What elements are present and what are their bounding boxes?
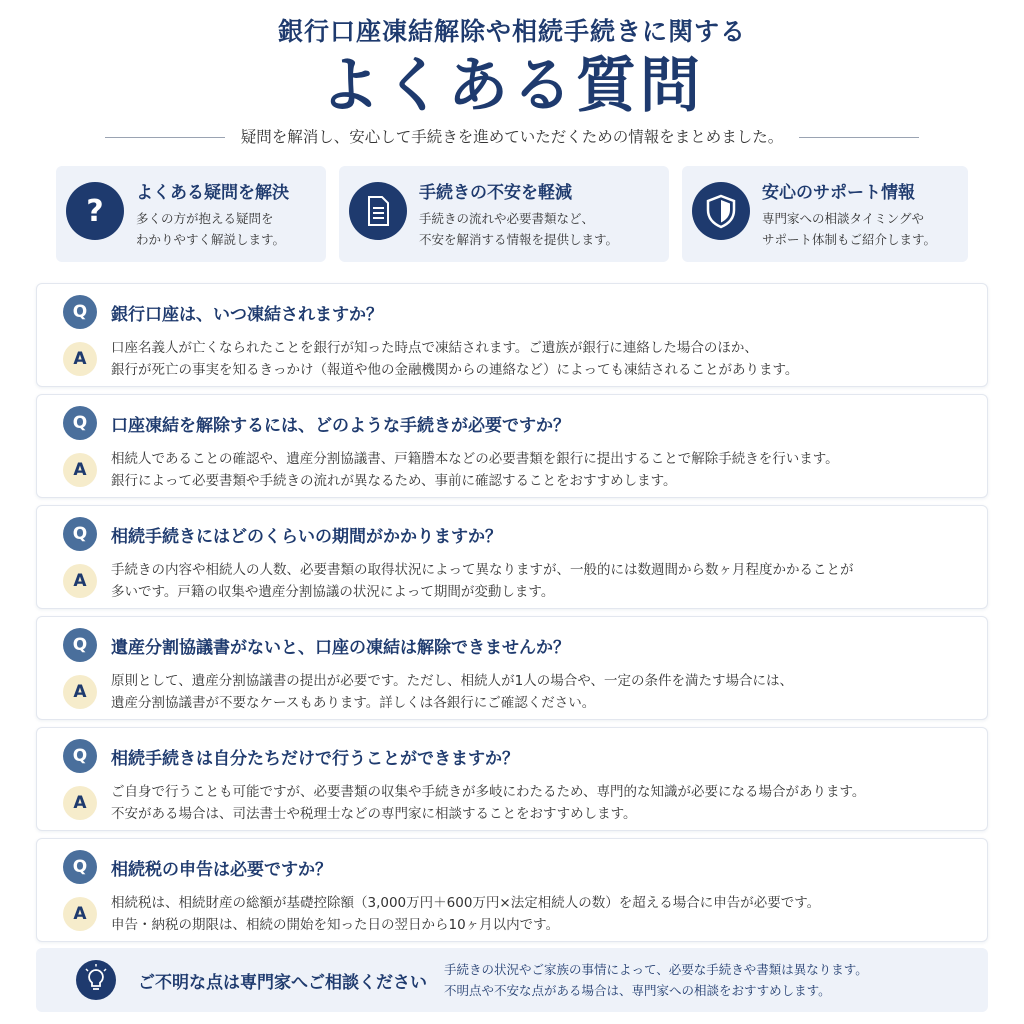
faq-item xyxy=(36,394,988,498)
feature-desc: 多くの方が抱える疑問を わかりやすく解説します。 xyxy=(136,211,286,247)
faq-question: 相続手続きにはどのくらいの期間がかかりますか？ xyxy=(111,526,502,547)
divider-left xyxy=(105,137,225,138)
feature-title: よくある疑問を解決 xyxy=(136,183,289,203)
subtitle-row xyxy=(0,126,1024,148)
question-badge: Q xyxy=(63,295,97,329)
answer-line: 銀行によって必要書類や手続きの流れが異なるため、事前に確認することをおすすめします。 xyxy=(111,473,677,489)
faq-answer xyxy=(111,448,839,492)
question-badge: Q xyxy=(63,628,97,662)
question-badge: Q xyxy=(63,406,97,440)
faq-item xyxy=(36,505,988,609)
feature-cards xyxy=(56,166,968,262)
answer-line: 相続税は、相続財産の総額が基礎控除額（3,000万円＋600万円×法定相続人の数）を超える場合に申告が必要です。 xyxy=(111,895,821,911)
answer-badge: A xyxy=(63,786,97,820)
faq-answer xyxy=(111,337,798,381)
answer-line: 遺産分割協議書が不要なケースもあります。詳しくは各銀行にご確認ください。 xyxy=(111,695,596,711)
question-icon xyxy=(66,182,124,240)
answer-line: 原則として、遺産分割協議書の提出が必要です。ただし、相続人が1人の場合や、一定の条件を満たす場合には、 xyxy=(111,673,793,689)
faq-answer xyxy=(111,892,820,936)
faq-item xyxy=(36,838,988,942)
answer-line: 手続きの内容や相続人の人数、必要書類の取得状況によって異なりますが、一般的には数週間から数ヶ月程度かかることが xyxy=(111,562,854,578)
answer-line: 不安がある場合は、司法書士や税理士などの専門家に相談することをおすすめします。 xyxy=(111,806,637,822)
answer-badge: A xyxy=(63,675,97,709)
answer-badge: A xyxy=(63,897,97,931)
divider-right xyxy=(799,137,919,138)
faq-list xyxy=(36,283,988,949)
feature-card-support xyxy=(682,166,968,262)
faq-question: 相続手続きは自分たちだけで行うことができますか？ xyxy=(111,748,519,769)
faq-question: 銀行口座は、いつ凍結されますか？ xyxy=(111,304,383,325)
faq-question: 口座凍結を解除するには、どのような手続きが必要ですか？ xyxy=(111,415,570,436)
page-title: よくある質問 xyxy=(320,51,704,121)
feature-desc: 手続きの流れや必要書類など、 不安を解消する情報を提供します。 xyxy=(419,211,619,247)
consult-banner xyxy=(36,948,988,1012)
answer-line: 銀行が死亡の事実を知るきっかけ（報道や他の金融機関からの連絡など）によっても凍結されることがあります。 xyxy=(111,362,799,378)
feature-title: 安心のサポート情報 xyxy=(762,183,915,203)
lightbulb-icon xyxy=(76,960,116,1000)
question-badge: Q xyxy=(63,517,97,551)
consult-line: 手続きの状況やご家族の事情によって、必要な手続きや書類は異なります。 xyxy=(444,962,868,977)
feature-card-solve xyxy=(56,166,326,262)
faq-item xyxy=(36,727,988,831)
document-icon xyxy=(349,182,407,240)
faq-question: 遺産分割協議書がないと、口座の凍結は解除できませんか？ xyxy=(111,637,570,658)
feature-desc: 専門家への相談タイミングや サポート体制もご紹介します。 xyxy=(762,211,937,247)
svg-text:?: ? xyxy=(86,194,104,229)
consult-line: 不明点や不安な点がある場合は、専門家への相談をおすすめします。 xyxy=(444,983,831,998)
answer-line: 相続人であることの確認や、遺産分割協議書、戸籍謄本などの必要書類を銀行に提出することで解除手続きを行います。 xyxy=(111,451,839,467)
faq-item xyxy=(36,616,988,720)
answer-badge: A xyxy=(63,453,97,487)
answer-line: ご自身で行うことも可能ですが、必要書類の収集や手続きが多岐にわたるため、専門的な知識が必要になる場合があります。 xyxy=(111,784,866,800)
consult-text xyxy=(444,959,868,1001)
faq-answer xyxy=(111,781,865,825)
feature-title: 手続きの不安を軽減 xyxy=(419,183,572,203)
answer-line: 申告・納税の期限は、相続の開始を知った日の翌日から10ヶ月以内です。 xyxy=(111,917,560,933)
faq-question: 相続税の申告は必要ですか？ xyxy=(111,859,332,880)
answer-badge: A xyxy=(63,342,97,376)
faq-answer xyxy=(111,670,793,714)
feature-card-procedure xyxy=(339,166,669,262)
question-badge: Q xyxy=(63,739,97,773)
shield-icon xyxy=(692,182,750,240)
answer-badge: A xyxy=(63,564,97,598)
page-header xyxy=(0,0,1024,148)
page-pretitle: 銀行口座凍結解除や相続手続きに関する xyxy=(277,17,746,46)
consult-title: ご不明な点は専門家へご相談ください xyxy=(138,972,427,993)
faq-answer xyxy=(111,559,854,603)
question-badge: Q xyxy=(63,850,97,884)
answer-line: 多いです。戸籍の収集や遺産分割協議の状況によって期間が変動します。 xyxy=(111,584,555,600)
page-subtitle: 疑問を解消し、安心して手続きを進めていただくための情報をまとめました。 xyxy=(240,128,784,146)
answer-line: 口座名義人が亡くなられたことを銀行が知った時点で凍結されます。ご遺族が銀行に連絡した場合のほか、 xyxy=(111,340,758,356)
faq-item xyxy=(36,283,988,387)
